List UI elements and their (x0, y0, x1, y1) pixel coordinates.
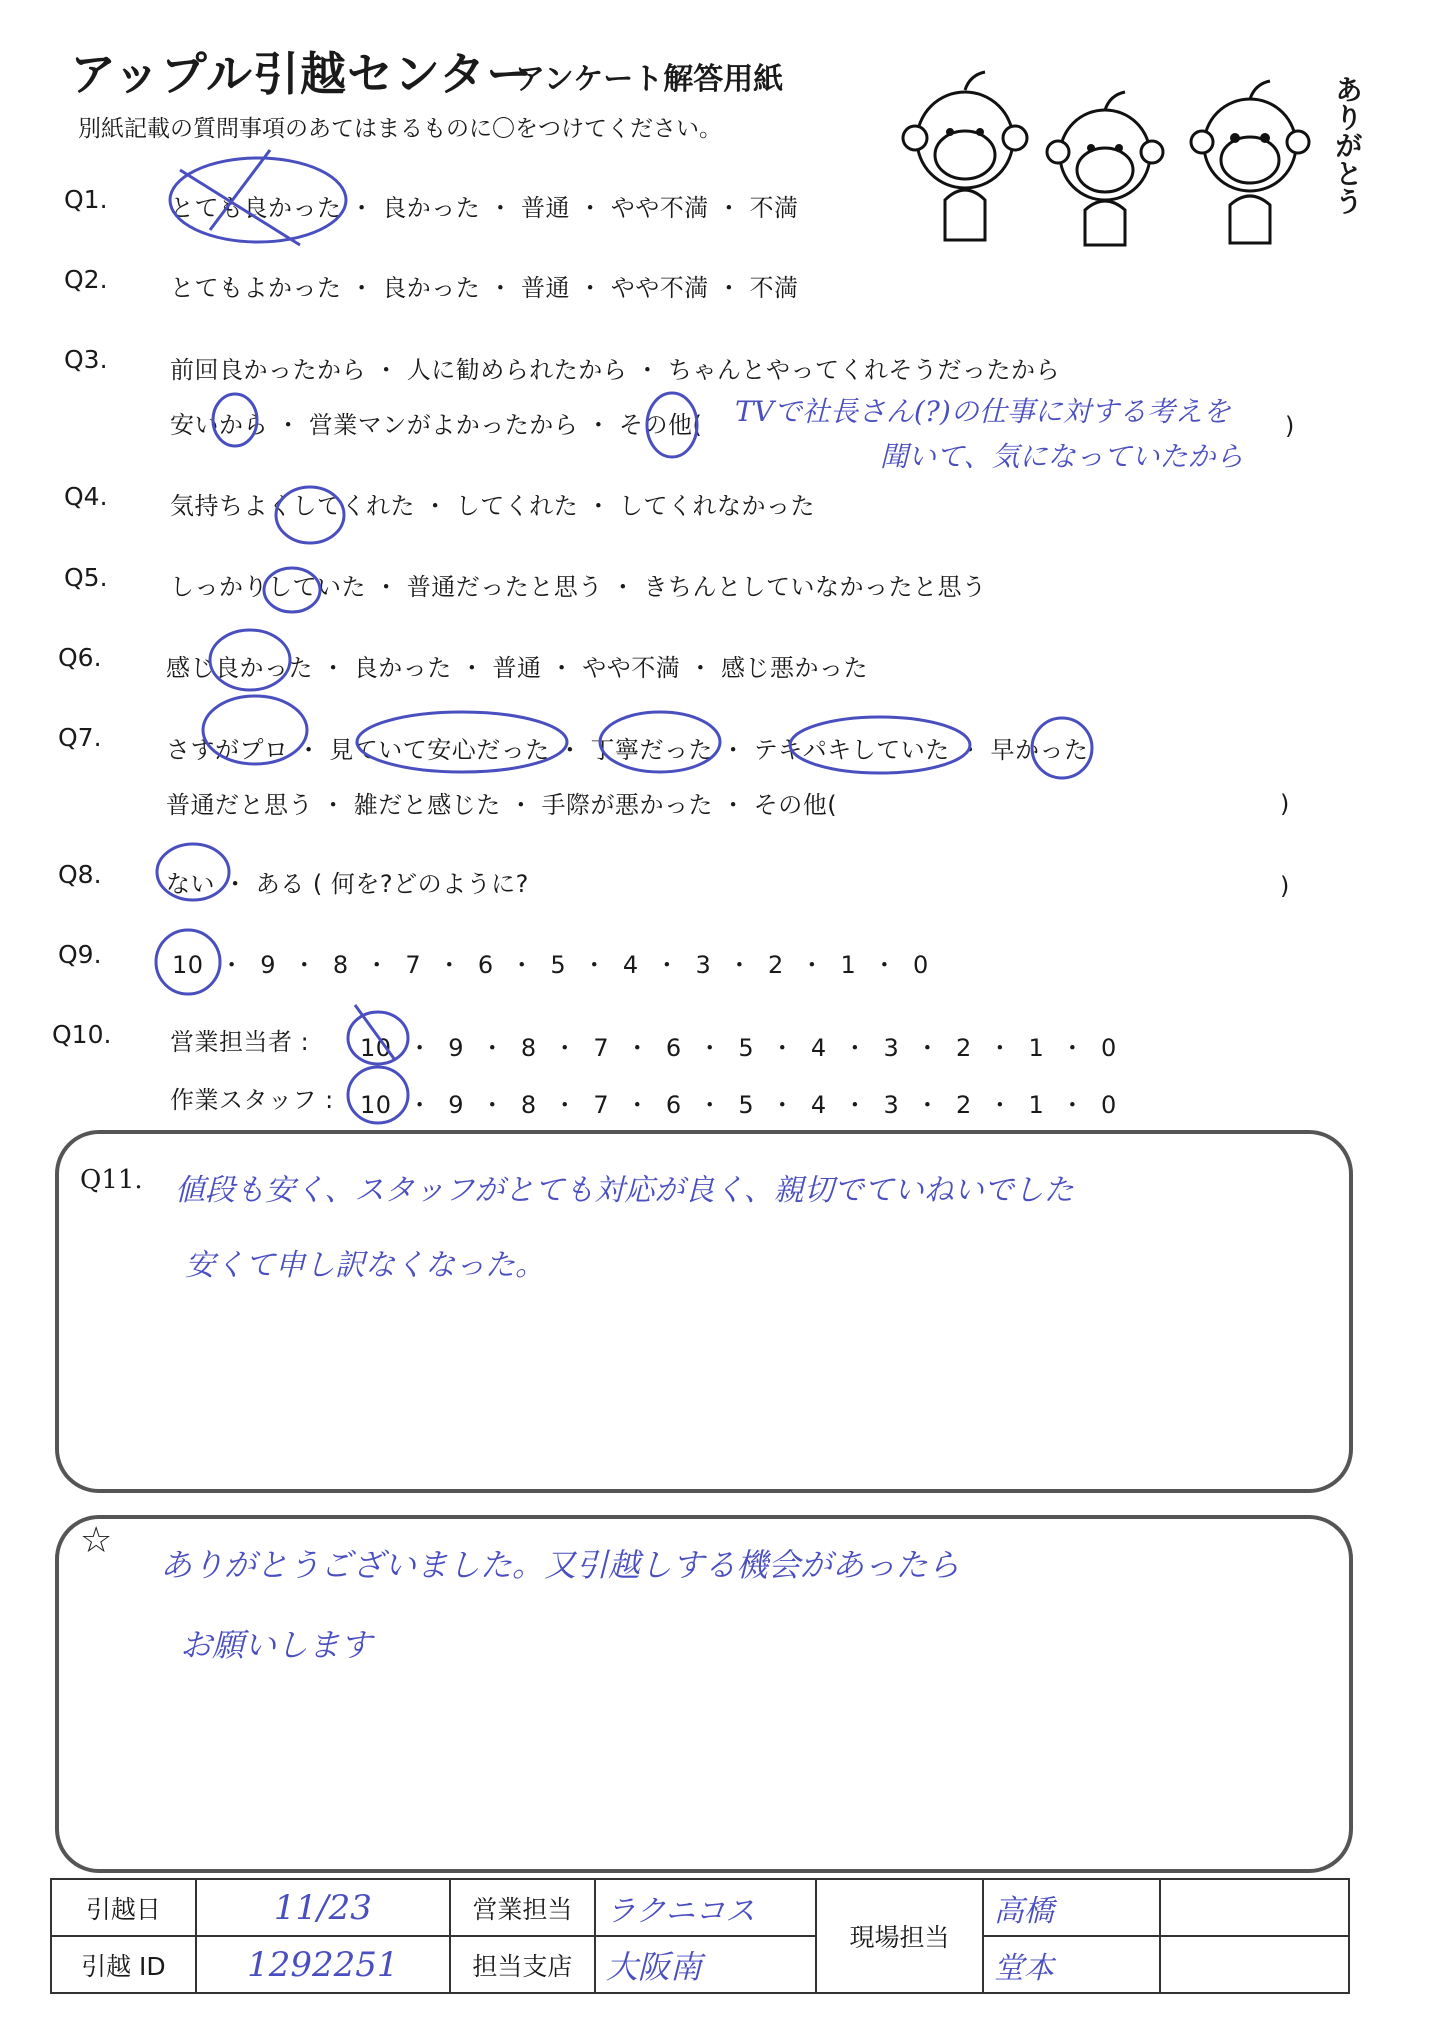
mascot-caption: ありがとう (1331, 75, 1364, 215)
q3-options-line2[interactable]: 安いから ・ 営業マンがよかったから ・ その他( (170, 411, 703, 439)
q1-label: Q1. (64, 185, 108, 214)
site-rep-label: 現場担当 (816, 1879, 983, 1993)
branch-value[interactable]: 大阪南 (595, 1936, 816, 1993)
site-rep-value-1[interactable]: 高橋 (983, 1879, 1161, 1936)
q7-options-line2[interactable]: 普通だと思う ・ 雑だと感じた ・ 手際が悪かった ・ その他( (166, 791, 838, 819)
q4-options[interactable]: 気持ちよくしてくれた ・ してくれた ・ してくれなかった (170, 492, 816, 520)
mascot-3 (1191, 81, 1309, 243)
q7-close-paren: ) (1280, 790, 1290, 818)
extra-cell-2[interactable] (1160, 1936, 1349, 1993)
q10-staff-label: 作業スタッフ : (170, 1086, 334, 1114)
q1-options[interactable]: とても良かった ・ 良かった ・ 普通 ・ やや不満 ・ 不満 (170, 194, 799, 222)
q2-label: Q2. (64, 265, 108, 294)
q6-label: Q6. (58, 643, 102, 672)
q4-label: Q4. (64, 482, 108, 511)
message-line1: ありがとうございました。又引越しする機会があったら (160, 1546, 960, 1584)
mascot-2 (1047, 92, 1163, 245)
move-date-value[interactable]: 11/23 (196, 1879, 450, 1936)
q6-options[interactable]: 感じ良かった ・ 良かった ・ 普通 ・ やや不満 ・ 感じ悪かった (166, 654, 869, 682)
q10-sales-scale[interactable]: 10 ・ 9 ・ 8 ・ 7 ・ 6 ・ 5 ・ 4 ・ 3 ・ 2 ・ 1 ・ 0 (360, 1034, 1117, 1062)
move-date-label: 引越日 (51, 1879, 196, 1936)
q10-label: Q10. (52, 1020, 112, 1049)
q5-label: Q5. (64, 563, 108, 592)
q8-close-paren: ) (1280, 872, 1290, 900)
move-id-label: 引越 ID (51, 1936, 196, 1993)
q3-close-paren: ) (1285, 412, 1295, 440)
q11-comment-line1: 値段も安く、スタッフがとても対応が良く、親切でていねいでした (175, 1173, 1074, 1208)
move-id-value[interactable]: 1292251 (196, 1936, 450, 1993)
q11-label: Q11. (80, 1165, 143, 1195)
message-line2: お願いします (180, 1626, 373, 1664)
q7-options-line1[interactable]: さすがプロ ・ 見ていて安心だった ・ 丁寧だった ・ テキパキしていた ・ 早かった (166, 736, 1089, 764)
instruction-text: 別紙記載の質問事項のあてはまるものに〇をつけてください。 (78, 116, 722, 142)
site-rep-value-2[interactable]: 堂本 (983, 1936, 1161, 1993)
q5-options[interactable]: しっかりしていた ・ 普通だったと思う ・ きちんとしていなかったと思う (170, 573, 987, 601)
mascot-illustration (885, 60, 1355, 250)
q3-other-text-1: TVで社長さん(?)の仕事に対する考えを (735, 395, 1231, 428)
form-subtitle: アンケート解答用紙 (515, 62, 784, 97)
q9-label: Q9. (58, 940, 102, 969)
q3-other-text-2: 聞いて、気になっていたから (880, 440, 1244, 473)
q10-staff-scale[interactable]: 10 ・ 9 ・ 8 ・ 7 ・ 6 ・ 5 ・ 4 ・ 3 ・ 2 ・ 1 ・ 0 (360, 1091, 1117, 1119)
footer-info-table (50, 1878, 1350, 1994)
q10-sales-label: 営業担当者 : (170, 1028, 310, 1056)
q3-options-line1[interactable]: 前回良かったから ・ 人に勧められたから ・ ちゃんとやってくれそうだったから (170, 356, 1061, 384)
extra-cell-1[interactable] (1160, 1879, 1349, 1936)
q8-label: Q8. (58, 860, 102, 889)
company-title: アップル引越センター (70, 47, 534, 101)
branch-label: 担当支店 (450, 1936, 595, 1993)
sales-rep-label: 営業担当 (450, 1879, 595, 1936)
star-icon: ☆ (80, 1520, 113, 1561)
mascot-1 (903, 72, 1027, 240)
q8-options[interactable]: ない ・ ある ( 何を?どのように? (166, 870, 529, 898)
sales-rep-value[interactable]: ラクニコス (595, 1879, 816, 1936)
q9-scale[interactable]: 10 ・ 9 ・ 8 ・ 7 ・ 6 ・ 5 ・ 4 ・ 3 ・ 2 ・ 1 ・ 0 (172, 951, 929, 979)
q3-label: Q3. (64, 345, 108, 374)
q2-options[interactable]: とてもよかった ・ 良かった ・ 普通 ・ やや不満 ・ 不満 (170, 274, 799, 302)
q11-comment-line2: 安くて申し訳なくなった。 (185, 1248, 545, 1283)
q7-label: Q7. (58, 723, 102, 752)
